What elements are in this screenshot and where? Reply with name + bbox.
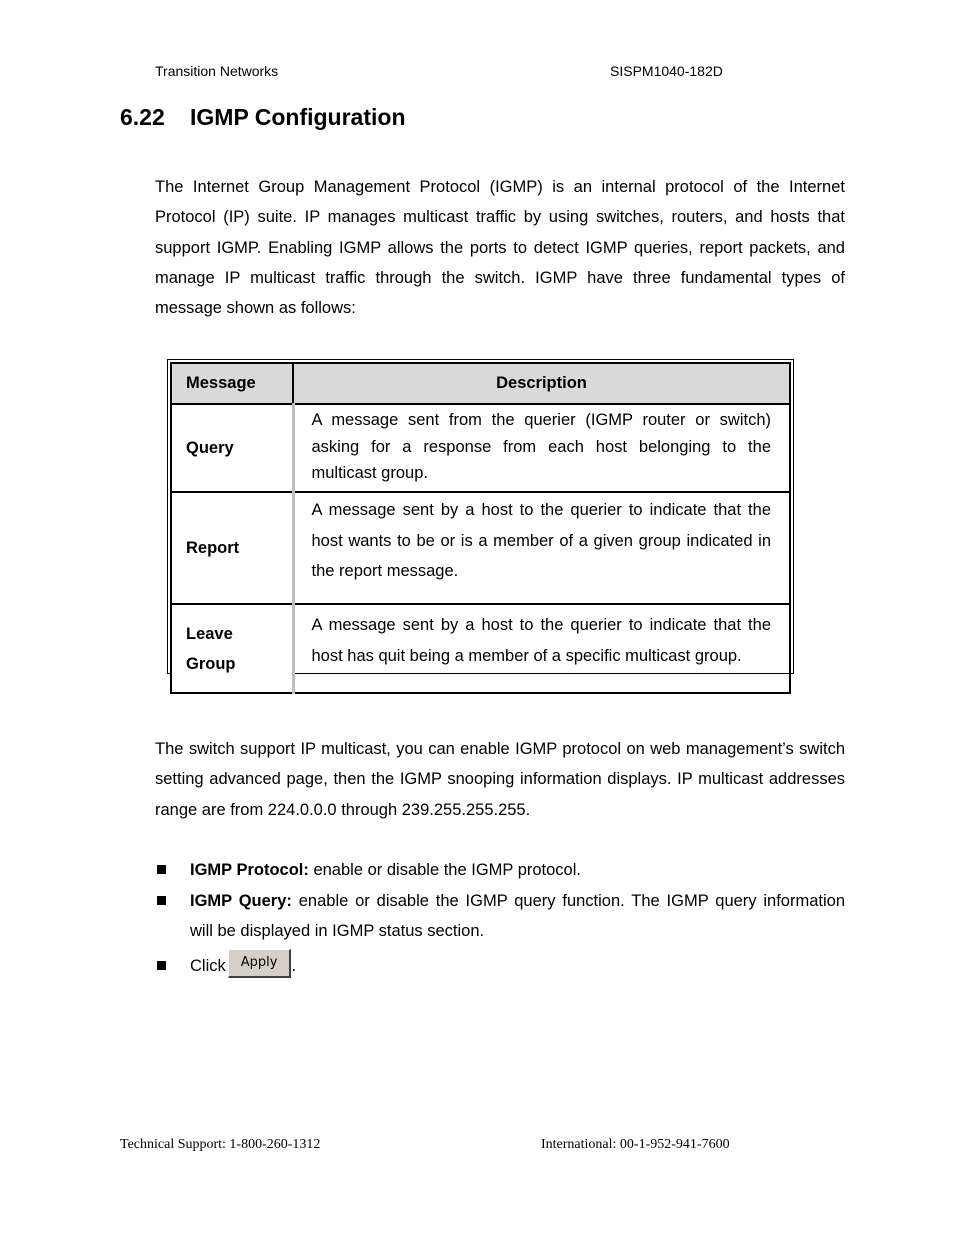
bullet-square-icon — [157, 896, 166, 905]
row-message: Query — [171, 404, 293, 492]
table-header-row — [171, 363, 790, 404]
section-title: IGMP Configuration — [190, 104, 406, 130]
footer-support: Technical Support: 1-800-260-1312 — [120, 1137, 321, 1152]
table-row — [171, 492, 790, 604]
multicast-paragraph: The switch support IP multicast, you can enable IGMP protocol on web management’s switch setting advanced page, then the IGMP snooping information displays. IP multicast addresses range are from 224.0.0.0 through 239.255.255.255. — [155, 740, 845, 819]
row-description: A message sent by a host to the querier to indicate that the host has quit being a member of a specific multicast group. — [293, 604, 790, 693]
row-message: Report — [171, 492, 293, 604]
row-message — [171, 604, 293, 693]
footer-international: International: 00-1-952-941-7600 — [541, 1137, 730, 1152]
table-row — [171, 404, 790, 492]
table-row — [171, 604, 790, 693]
section-number: 6.22 — [120, 104, 165, 130]
message-table-frame — [167, 359, 794, 674]
click-suffix: . — [291, 956, 297, 975]
row-message-line1: Leave — [186, 624, 233, 643]
header-left: Transition Networks — [155, 63, 279, 79]
option-label: IGMP Query: — [190, 891, 292, 910]
apply-button[interactable]: Apply — [228, 949, 292, 978]
row-message-line2: Group — [186, 654, 236, 673]
option-list — [155, 855, 845, 981]
row-description: A message sent by a host to the querier to indicate that the host wants to be or is a member of a given group indicated in the report message. — [293, 492, 790, 604]
message-table — [170, 362, 791, 694]
row-description: A message sent from the querier (IGMP router or switch) asking for a response from each host belonging to the multicast group. — [293, 404, 790, 492]
click-text: Click — [190, 956, 226, 975]
intro-paragraph: The Internet Group Management Protocol (IGMP) is an internal protocol of the Internet Protocol (IP) suite. IP manages multicast traffic by using switches, routers, and hosts that support IGMP. Enabling IGMP allows the ports to detect IGMP queries, report packets, and manage IP multicast traffic through the switch. IGMP have three fundamental types of message shown as follows: — [155, 178, 845, 318]
header-right: SISPM1040-182D — [610, 63, 723, 79]
list-item — [155, 951, 845, 982]
section-heading — [120, 104, 406, 131]
option-text: enable or disable the IGMP query function. The IGMP query information will be displayed in IGMP status section. — [190, 891, 846, 940]
header-description: Description — [293, 363, 790, 404]
option-text: enable or disable the IGMP protocol. — [308, 861, 581, 879]
option-label: IGMP Protocol: — [190, 861, 309, 879]
bullet-square-icon — [157, 961, 166, 970]
list-item — [155, 886, 845, 947]
bullet-square-icon — [157, 865, 166, 874]
list-item — [155, 855, 845, 886]
header-message: Message — [171, 363, 293, 404]
